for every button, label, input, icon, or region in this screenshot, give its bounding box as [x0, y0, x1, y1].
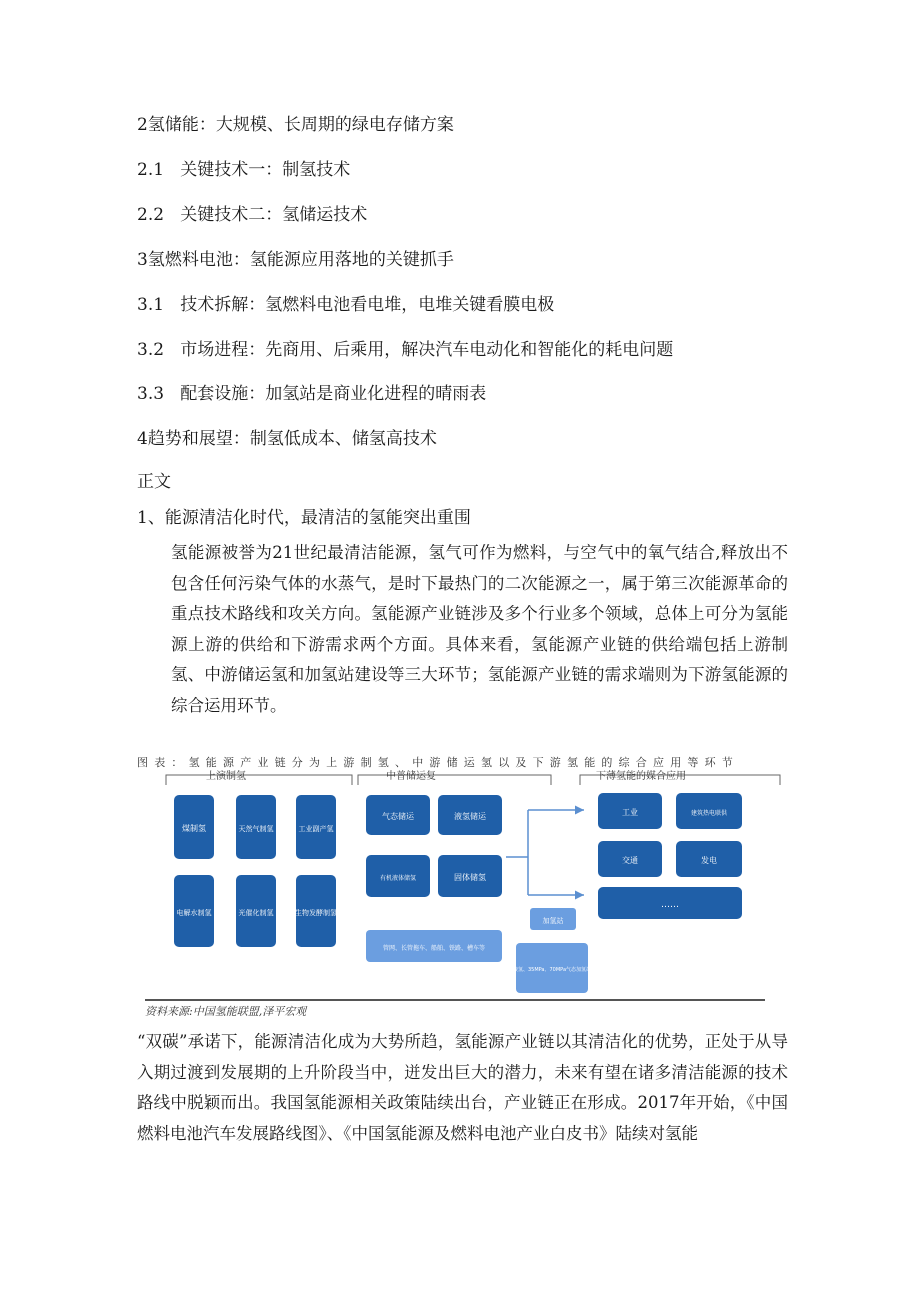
downstream-title: 下薄氢能的媒合应用 [596, 771, 686, 782]
toc-number: 3.2 [137, 340, 165, 360]
midstream-transport-box [366, 930, 502, 962]
downstream-box-transport [598, 841, 662, 877]
upstream-box-label: 工业副产氢 [298, 825, 334, 833]
toc-item-3-2[interactable] [137, 335, 673, 360]
toc-text: 技术拆解：氢燃料电池看电堆，电堆关键看膜电极 [180, 295, 555, 315]
midstream-box-gas-storage [366, 795, 430, 835]
upstream-box-label: 电解水制氢 [176, 909, 212, 917]
midstream-box-label: 有机液体储氢 [379, 875, 417, 882]
downstream-box-building-chp [676, 793, 742, 829]
figure-source: 资料来源:中国氢能联盟,泽平宏观 [145, 1005, 307, 1018]
paragraph-2-text: “双碳”承诺下，能源清洁化成为大势所趋，氢能源产业链以其清洁化的优势，正处于从导入期过渡到发展期的上升阶段当中，迸发出巨大的潜力，未来有望在诸多清洁能源的技术路线中脱颖而出。我国氢能源相关政策陆续出台，产业链正在形成。2017年开始，《中国燃料电池汽车发展路线图》、《中国氢能源及燃料电池产业白皮书》陆续对氢能 [137, 1032, 788, 1143]
toc-number: 3.1 [137, 295, 165, 315]
toc-number: 2 [137, 115, 148, 135]
toc-text: 氢储能：大规模、长周期的绿电存储方案 [147, 115, 454, 135]
toc-item-2-1[interactable] [137, 155, 350, 180]
toc-text: 氢燃料电池：氢能源应用落地的关键抓手 [147, 250, 454, 270]
toc-item-2[interactable] [137, 110, 454, 135]
toc-text: 市场进程：先商用、后乘用，解决汽车电动化和智能化的耗电问题 [180, 340, 674, 360]
midstream-box-label: 固体储氢 [454, 873, 486, 882]
toc-number: 4 [137, 429, 148, 449]
section-heading: 1、能源清洁化时代，最清洁的氢能突出重围 [137, 508, 471, 528]
toc-number: 3 [137, 250, 148, 270]
upstream-box-natural-gas [236, 795, 276, 859]
toc-item-4[interactable] [137, 424, 437, 449]
upstream-box-label: 煤制氢 [182, 824, 206, 833]
upstream-box-electrolysis [174, 875, 214, 947]
toc-number: 2.2 [137, 205, 165, 225]
figure-divider [145, 999, 765, 1001]
midstream-box-label: 气态储运 [382, 812, 414, 821]
toc-item-3[interactable] [137, 245, 454, 270]
toc-item-3-1[interactable] [137, 290, 554, 315]
toc-number: 2.1 [137, 160, 165, 180]
midstream-box-solid-storage [438, 855, 502, 897]
hydrogen-station-box [530, 908, 576, 930]
downstream-box-label: 工业 [622, 808, 638, 817]
flow-arrows [506, 810, 584, 895]
station-types-label: 液氢、35MPa、70MPa气态加氢站 [512, 967, 592, 973]
upstream-header [166, 769, 352, 785]
downstream-box-label: 建筑热电联供 [690, 810, 728, 817]
downstream-box-label: …… [661, 900, 679, 910]
paragraph-1-text: 氢能源被誉为21世纪最清洁能源，氢气可作为燃料，与空气中的氧气结合,释放出不包含任何污染气体的水蒸气，是时下最热门的二次能源之一，属于第三次能源革命的重点技术路线和攻关方向。氢能源产业链涉及多个行业多个领域，总体上可分为氢能源上游的供给和下游需求两个方面。具体来看，氢能源产业链的供给端包括上游制氢、中游储运氢和加氢站建设等三大环节；氢能源产业链的需求端则为下游氢能源的综合运用环节。 [171, 543, 788, 715]
body-label: 正文 [137, 472, 171, 492]
downstream-box-industry [598, 793, 662, 829]
toc-item-2-2[interactable] [137, 200, 367, 225]
upstream-box-industrial-byproduct [296, 795, 336, 859]
toc-text: 趋势和展望：制氢低成本、储氢高技术 [147, 429, 437, 449]
downstream-box-more [598, 887, 742, 919]
upstream-box-biological [295, 875, 337, 947]
midstream-title: 中普储运复 [386, 771, 436, 782]
midstream-transport-label: 管网、长管拖车、船舶、铁路、槽车等 [382, 945, 486, 952]
midstream-box-label: 液氢储运 [454, 812, 486, 821]
upstream-box-coal [174, 795, 214, 859]
upstream-box-label: 天然气制氢 [238, 825, 274, 833]
midstream-box-organic-liquid [366, 855, 430, 897]
upstream-box-label: 生物发酵制氢 [295, 909, 337, 917]
station-types-box [513, 943, 591, 993]
toc-item-3-3[interactable] [137, 379, 486, 404]
paragraph-1 [137, 538, 788, 721]
upstream-box-label: 光催化制氢 [238, 909, 274, 917]
downstream-box-label: 交通 [622, 856, 638, 865]
upstream-title: 上演制氢 [206, 771, 246, 782]
downstream-box-label: 发电 [701, 856, 717, 865]
midstream-header [358, 769, 551, 785]
downstream-box-power [676, 841, 742, 877]
toc-text: 配套设施：加氢站是商业化进程的晴雨表 [180, 384, 487, 404]
downstream-header [580, 769, 780, 785]
toc-number: 3.3 [137, 384, 165, 404]
hydrogen-industry-chain-diagram [156, 765, 790, 997]
figure-caption: 图表：氢能源产业链分为上游制氢、中游储运氢以及下游氢能的综合应用等环节 [137, 756, 739, 769]
toc-text: 关键技术一：制氢技术 [180, 160, 351, 180]
midstream-box-liquid-storage [438, 795, 502, 835]
toc-text: 关键技术二：氢储运技术 [180, 205, 368, 225]
hydrogen-station-label: 加氢站 [542, 917, 564, 925]
upstream-box-photocatalysis [236, 875, 276, 947]
paragraph-2 [137, 1027, 788, 1149]
